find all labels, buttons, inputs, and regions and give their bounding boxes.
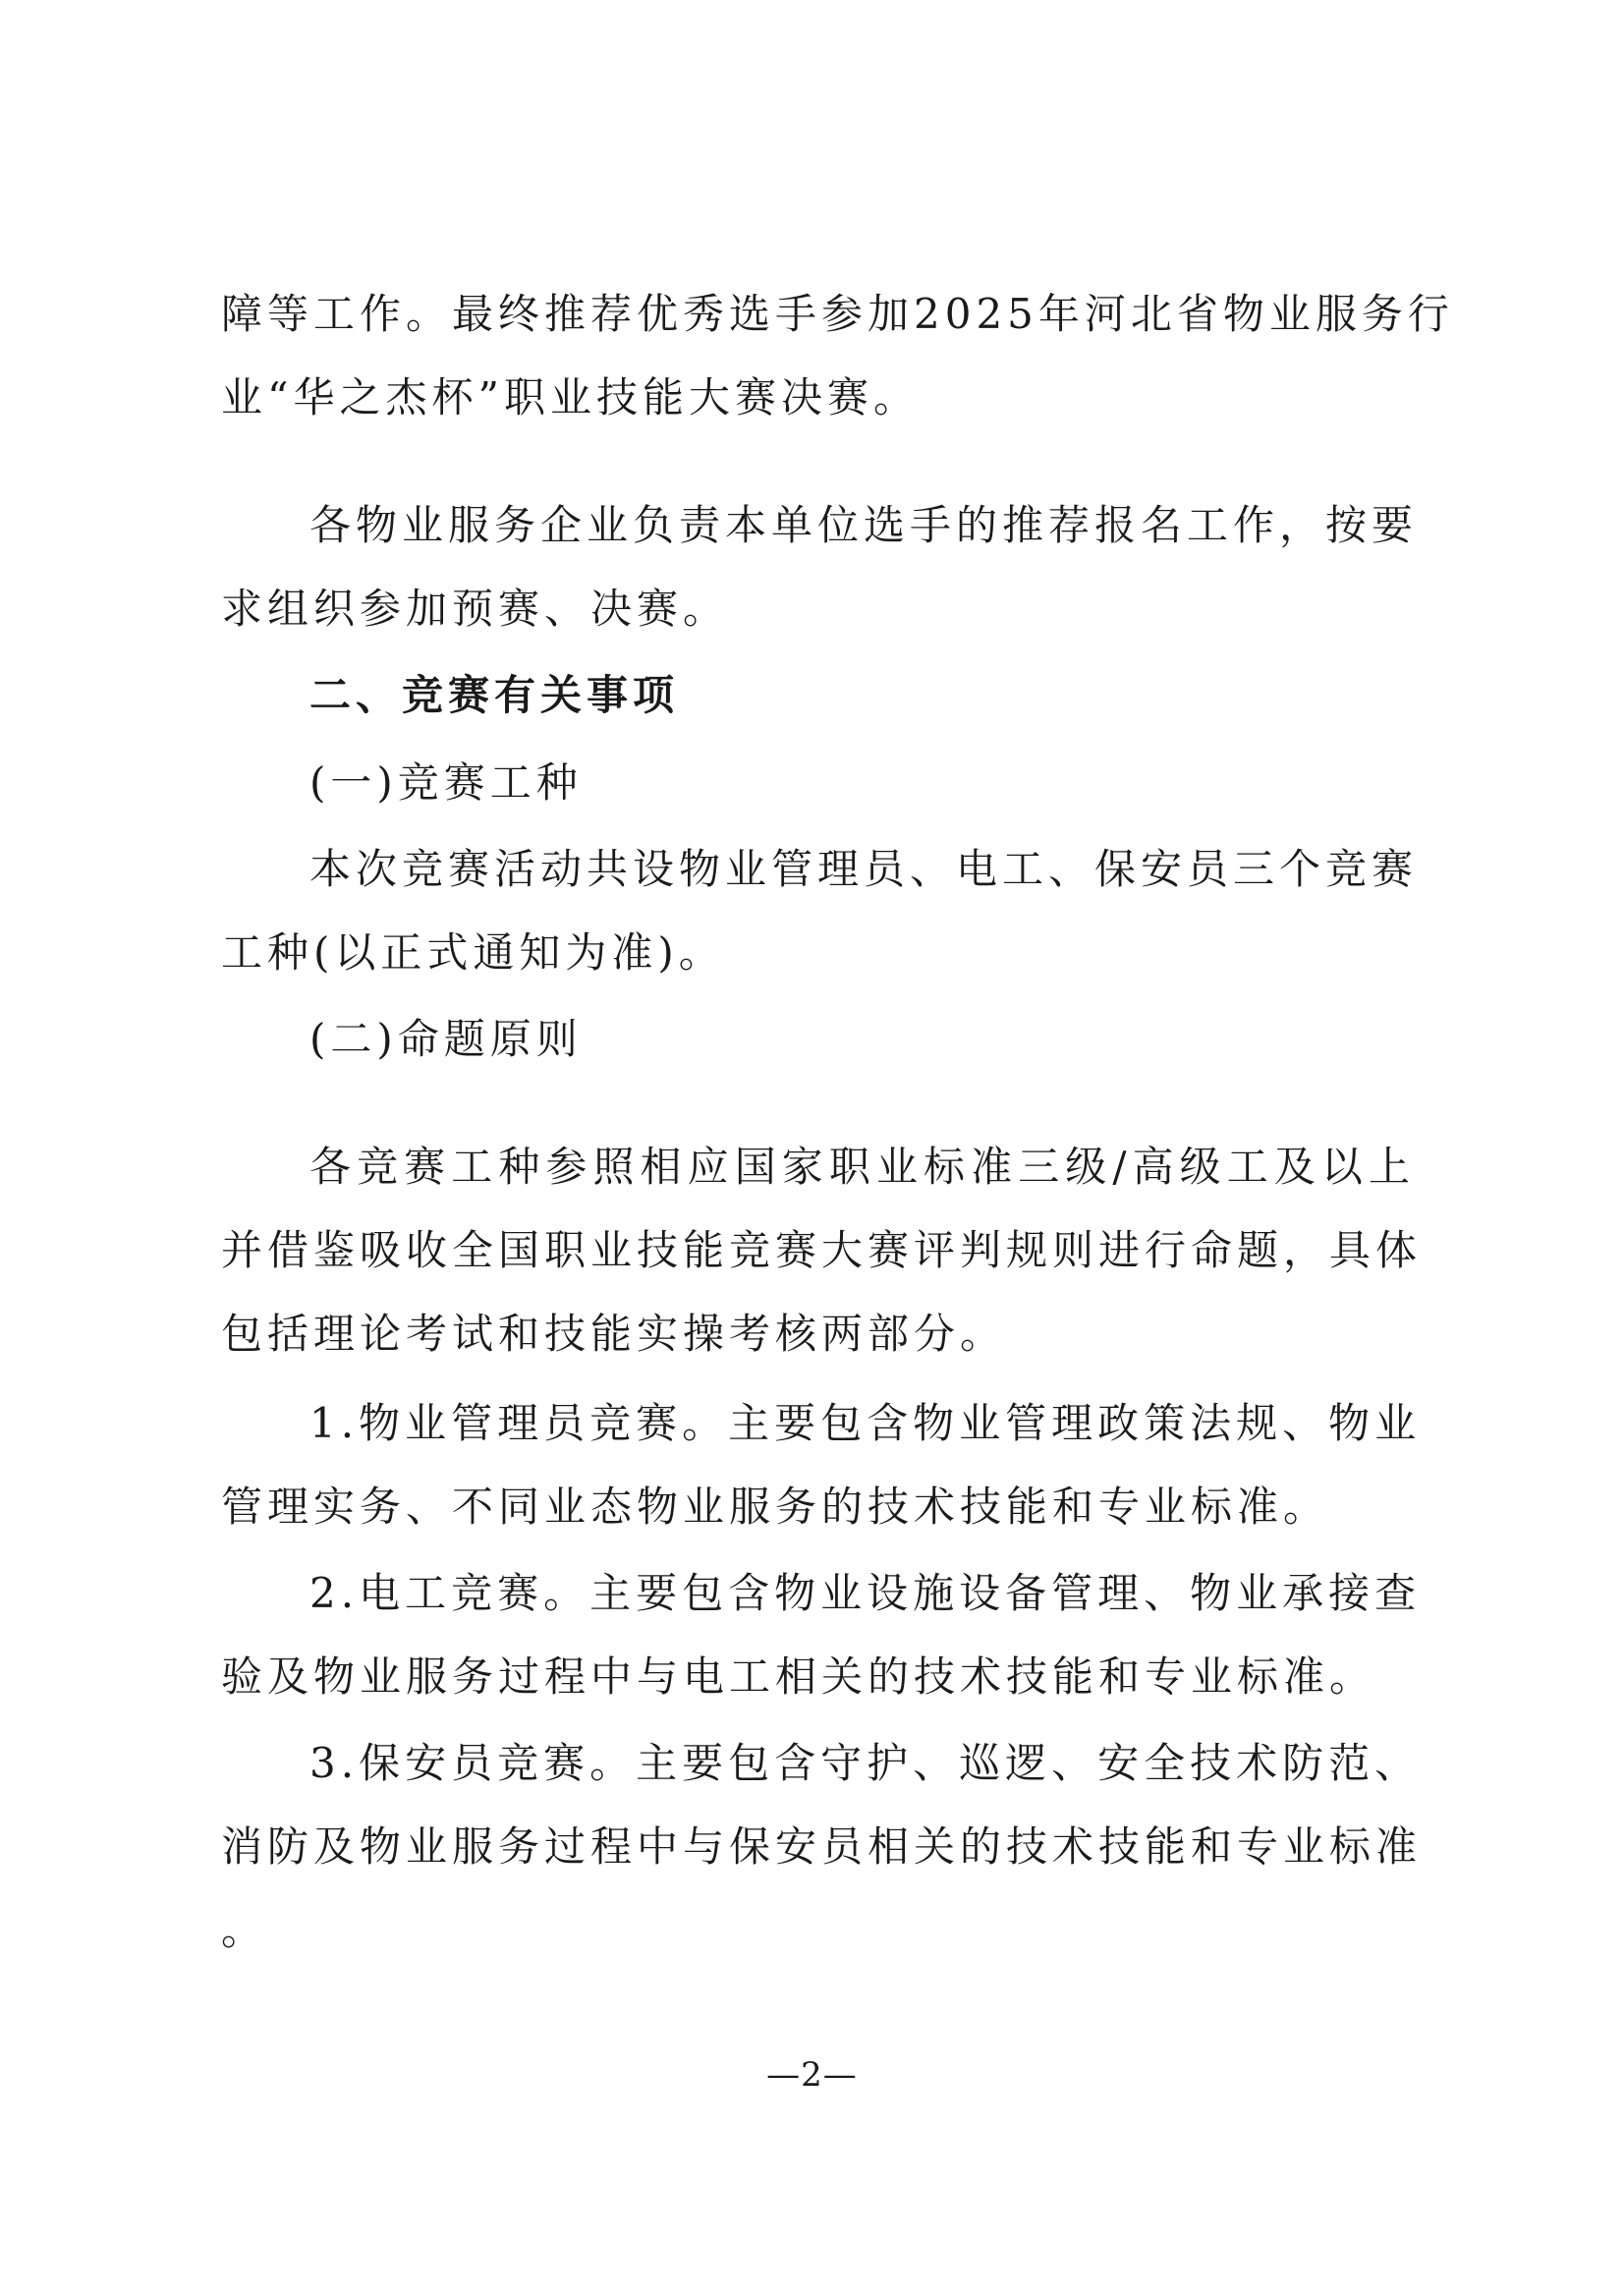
paragraph-line: 管理实务、不同业态物业服务的技术技能和专业标准。 [221,1483,1330,1531]
paragraph-line: 包括理论考试和技能实操考核两部分。 [221,1310,1007,1358]
paragraph-line: 各物业服务企业负责本单位选手的推荐报名工作，按要 [309,501,1419,549]
paragraph-line: 各竞赛工种参照相应国家职业标准三级/高级工及以上 [309,1143,1415,1191]
paragraph-line: 2.电工竞赛。主要包含物业设施设备管理、物业承接查 [309,1569,1422,1617]
subsection-heading: (一)竞赛工种 [309,758,583,807]
paragraph-line: 。 [221,1906,268,1954]
paragraph-line: 工种(以正式通知为准)。 [221,928,725,977]
paragraph-line: 本次竞赛活动共设物业管理员、电工、保安员三个竞赛 [309,845,1419,893]
paragraph-line: 验及物业服务过程中与电工相关的技术技能和专业标准。 [221,1652,1376,1701]
paragraph-line: 并借鉴吸收全国职业技能竞赛大赛评判规则进行命题，具体 [221,1226,1423,1274]
paragraph-line: 求组织参加预赛、决赛。 [221,585,730,633]
paragraph-line: 消防及物业服务过程中与保安员相关的技术技能和专业标准 [221,1822,1423,1871]
section-heading: 二、竞赛有关事项 [309,671,680,719]
paragraph-line: 障等工作。最终推荐优秀选手参加2025年河北省物业服务行 [221,290,1454,338]
page-number: —2— [766,2055,858,2095]
subsection-heading: (二)命题原则 [309,1015,583,1063]
paragraph-line: 业“华之杰杯”职业技能大赛决赛。 [221,373,920,421]
paragraph-line: 3.保安员竞赛。主要包含守护、巡逻、安全技术防范、 [309,1739,1422,1787]
paragraph-line: 1.物业管理员竞赛。主要包含物业管理政策法规、物业 [309,1399,1422,1447]
